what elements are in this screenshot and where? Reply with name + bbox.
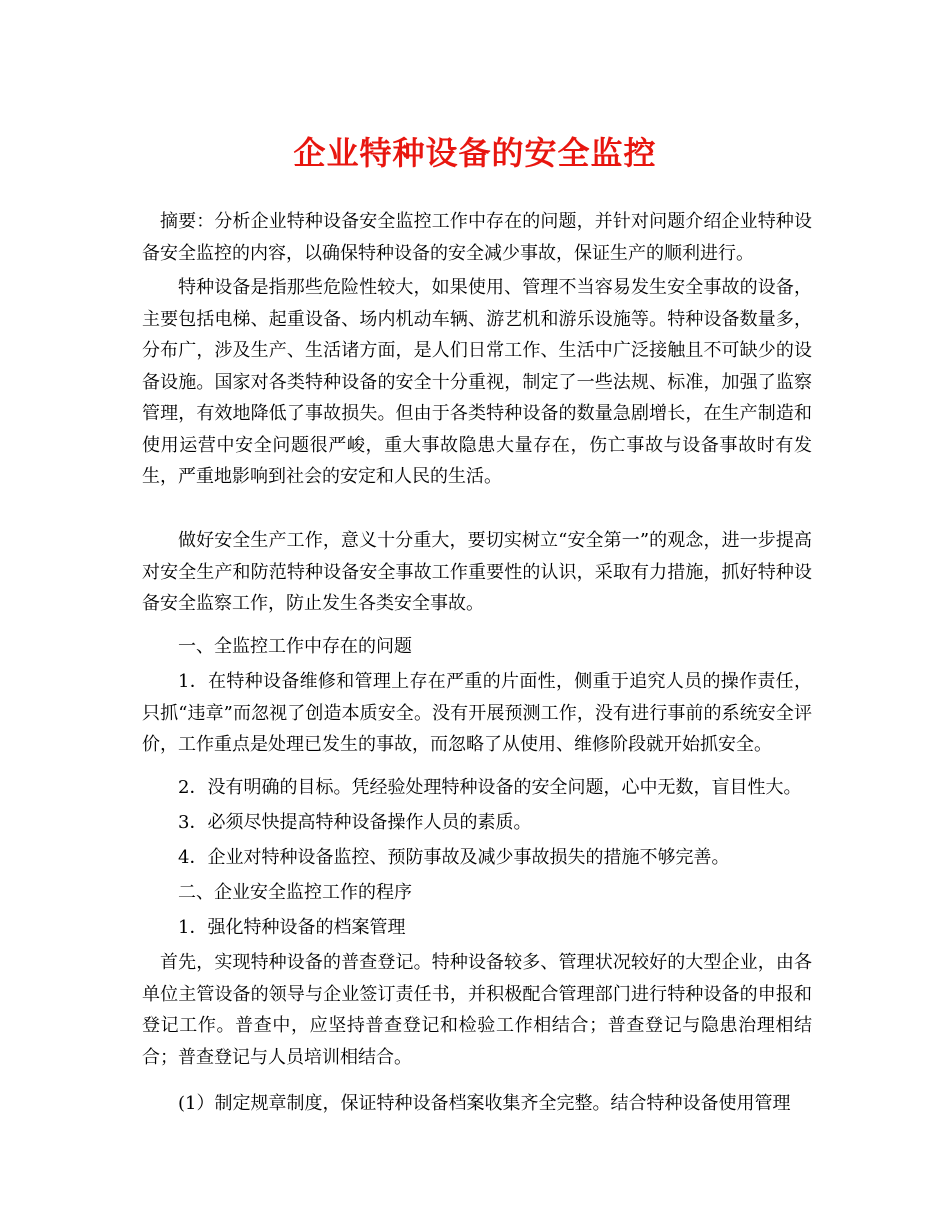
body-paragraph: 做好安全生产工作，意义十分重大，要切实树立“安全第一”的观念，进一步提高对安全生产和防范特种设备安全事故工作重要性的认识，采取有力措施，抓好特种设备安全监察工作，防止发生各类安全事故。 bbox=[142, 530, 812, 614]
body-paragraph: 特种设备是指那些危险性较大，如果使用、管理不当容易发生安全事故的设备，主要包括电梯、起重设备、场内机动车辆、游艺机和游乐设施等。特种设备数量多，分布广，涉及生产、生活诸方面，是人们日常工作、生活中广泛接触且不可缺少的设备设施。国家对各类特种设备的安全十分重视，制定了一些法规、标准，加强了监察管理，有效地降低了事故损失。但由于各类特种设备的数量急剧增长，在生产制造和使用运营中安全问题很严峻，重大事故隐患大量存在，伤亡事故与设备事故时有发生，严重地影响到社会的安定和人民的生活。 bbox=[142, 277, 812, 487]
section-heading: 二、企业安全监控工作的程序 bbox=[178, 882, 412, 903]
body-paragraph: 首先，实现特种设备的普查登记。特种设备较多、管理状况较好的大型企业，由各单位主管设备的领导与企业签订责任书，并积极配合管理部门进行特种设备的申报和登记工作。普查中，应坚持普查登记和检验工作相结合；普查登记与隐患治理相结合；普查登记与人员培训相结合。 bbox=[142, 952, 812, 1068]
subsection-heading: 1．强化特种设备的档案管理 bbox=[178, 917, 406, 938]
abstract-paragraph: 摘要：分析企业特种设备安全监控工作中存在的问题，并针对问题介绍企业特种设备安全监控的内容，以确保特种设备的安全减少事故，保证生产的顺利进行。 bbox=[142, 211, 812, 264]
body-paragraph: (1）制定规章制度，保证特种设备档案收集齐全完整。结合特种设备使用管理 bbox=[178, 1093, 791, 1114]
list-item: 2．没有明确的目标。凭经验处理特种设备的安全问题，心中无数，盲目性大。 bbox=[178, 777, 802, 798]
list-item: 1．在特种设备维修和管理上存在严重的片面性，侧重于追究人员的操作责任，只抓“违章”而忽视了创造本质安全。没有开展预测工作，没有进行事前的系统安全评价，工作重点是处理已发生的事故，而忽略了从使用、维修阶段就开始抓安全。 bbox=[142, 671, 812, 755]
section-heading: 一、全监控工作中存在的问题 bbox=[178, 636, 412, 657]
document-title: 企业特种设备的安全监控 bbox=[293, 134, 657, 172]
list-item: 4．企业对特种设备监控、预防事故及减少事故损失的措施不够完善。 bbox=[178, 847, 730, 868]
list-item: 3．必须尽快提高特种设备操作人员的素质。 bbox=[178, 812, 532, 833]
